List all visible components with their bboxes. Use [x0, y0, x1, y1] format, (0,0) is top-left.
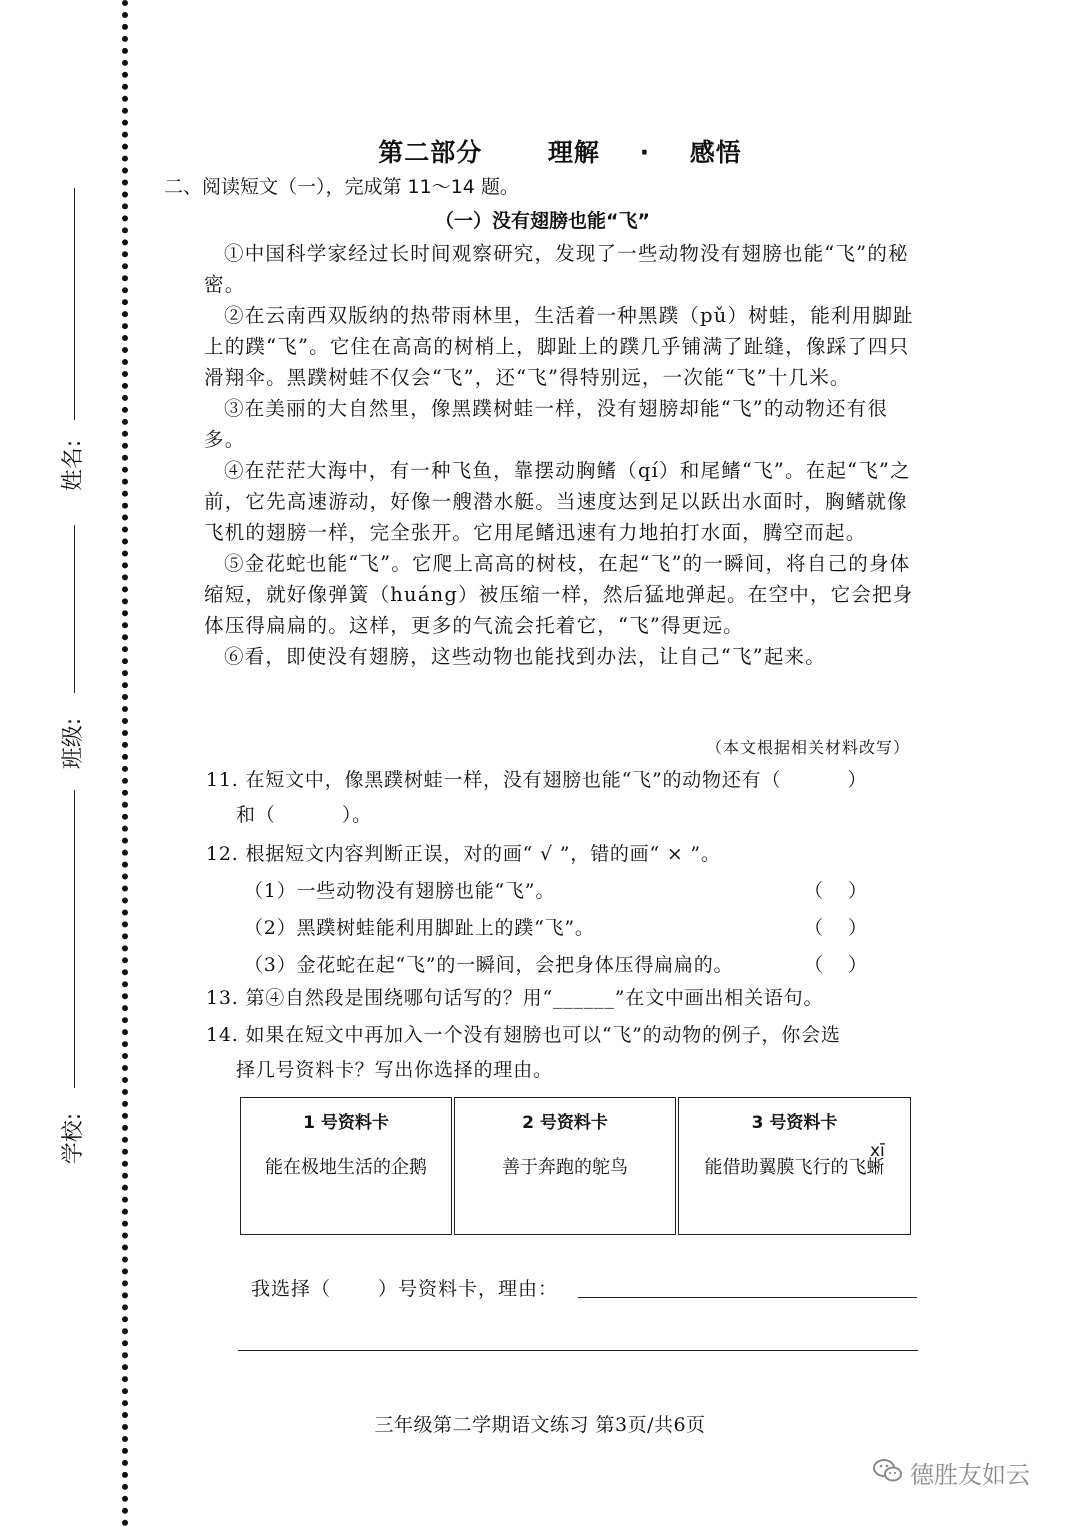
paragraph-1: ①中国科学家经过长时间观察研究，发现了一些动物没有翅膀也能“飞”的秘密。 [204, 242, 909, 296]
watermark-text: 德胜友如云 [910, 1461, 1030, 1489]
data-card-3 [678, 1097, 911, 1235]
paragraph-2: ②在云南西双版纳的热带雨林里，生活着一种黑蹼（pǔ）树蛙，能利用脚趾上的蹼“飞”。它住在高高的树梢上，脚趾上的蹼几乎铺满了趾缝，像踩了四只滑翔伞。黑蹼树蛙不仅会“飞”，还“飞”得特别远，一次能“飞”十几米。 [204, 304, 914, 389]
question-14-line-2: 择几号资料卡？写出你选择的理由。 [236, 1059, 553, 1081]
tf-answer-3[interactable]: （ ） [804, 954, 868, 976]
page-footer: 三年级第二学期语文练习 第3页/共6页 [374, 1414, 706, 1436]
question-13: 13. 第④自然段是围绕哪句话写的？用“______”在文中画出相关语句。 [206, 987, 824, 1009]
tf-answer-2[interactable]: （ ） [804, 917, 868, 939]
data-card-1 [240, 1097, 452, 1235]
card-1-body: 能在极地生活的企鹅 [265, 1157, 427, 1178]
answer-line-1[interactable] [578, 1297, 917, 1298]
part-title: 第二部分 理解 · 感悟 [378, 138, 742, 167]
question-11-line-2: 和（ ）。 [236, 804, 372, 826]
card-3-body: 能借助翼膜飞行的飞蜥 [704, 1157, 885, 1178]
tf-answer-1[interactable]: （ ） [804, 880, 868, 902]
card-2-body: 善于奔跑的鸵鸟 [502, 1157, 628, 1178]
school-label: 学校: [61, 1112, 87, 1165]
answer-line-2[interactable] [238, 1350, 918, 1351]
paragraph-3: ③在美丽的大自然里，像黑蹼树蛙一样，没有翅膀却能“飞”的动物还有很多。 [204, 397, 889, 451]
question-11-line-1: 11. 在短文中，像黑蹼树蛙一样，没有翅膀也能“飞”的动物还有（ ） [206, 769, 868, 791]
card-3-pinyin: xī [870, 1141, 885, 1161]
name-label: 姓名: [61, 439, 87, 492]
paragraph-6: ⑥看，即使没有翅膀，这些动物也能找到办法，让自己“飞”起来。 [224, 645, 826, 668]
passage-title: （一）没有翅膀也能“飞” [435, 210, 650, 232]
tf-item-3: （3）金花蛇在起“飞”的一瞬间，会把身体压得扁扁的。 [244, 954, 734, 976]
card-3-title: 3 号资料卡 [751, 1113, 838, 1133]
reading-passage [204, 238, 922, 672]
answer-prompt: 我选择（ ）号资料卡，理由： [251, 1278, 559, 1300]
source-note: （本文根据相关材料改写） [705, 738, 910, 757]
question-14-line-1: 14. 如果在短文中再加入一个没有翅膀也可以“飞”的动物的例子，你会选 [206, 1024, 841, 1046]
card-2-title: 2 号资料卡 [522, 1113, 608, 1133]
paragraph-4: ④在茫茫大海中，有一种飞鱼，靠摆动胸鳍（qí）和尾鳍“飞”。在起“飞”之前，它先高速游动，好像一艘潜水艇。当速度达到足以跃出水面时，胸鳍就像飞机的翅膀一样，完全张开。它用尾鳍迅速有力地拍打水面，腾空而起。 [204, 459, 911, 544]
class-label: 班级: [61, 717, 87, 770]
paragraph-5: ⑤金花蛇也能“飞”。它爬上高高的树枝，在起“飞”的一瞬间，将自己的身体缩短，就好像弹簧（huáng）被压缩一样，然后猛地弹起。在空中，它会把身体压得扁扁的。这样，更多的气流会托着它，“飞”得更远。 [204, 552, 914, 637]
tf-item-1: （1）一些动物没有翅膀也能“飞”。 [244, 880, 556, 902]
wechat-icon [872, 1457, 904, 1485]
section-title: 二、阅读短文（一），完成第 11～14 题。 [164, 176, 519, 198]
tf-item-2: （2）黑蹼树蛙能利用脚趾上的蹼“飞”。 [244, 917, 595, 939]
name-write-line-2 [74, 525, 75, 693]
class-write-line [74, 790, 75, 1088]
card-1-title: 1 号资料卡 [303, 1113, 389, 1133]
data-card-2 [454, 1097, 676, 1235]
question-12: 12. 根据短文内容判断正误，对的画“ √ ”，错的画“ × ”。 [206, 843, 721, 865]
